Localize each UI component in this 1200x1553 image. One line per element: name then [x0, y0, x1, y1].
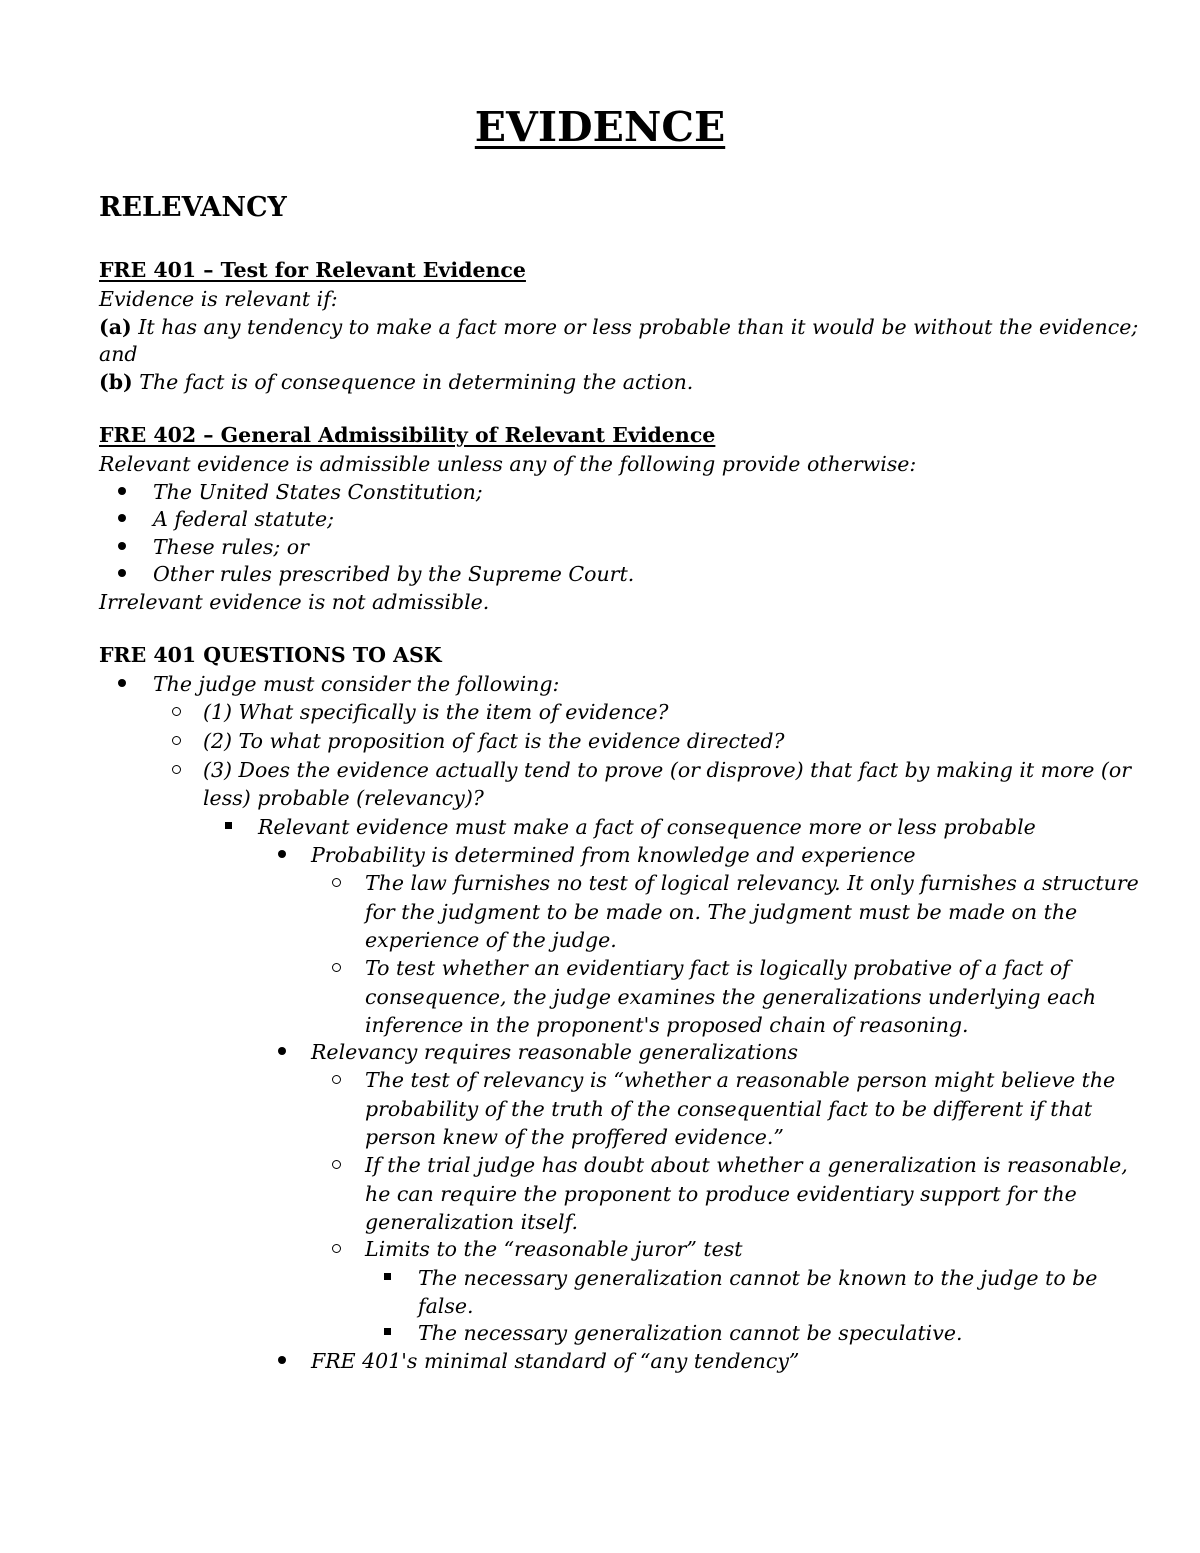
fre401-text-b: The fact is of consequence in determining the action.	[139, 370, 694, 394]
bullet-dot	[118, 569, 126, 577]
test-of-relevancy-cont-2: person knew of the proffered evidence.”	[365, 1125, 784, 1149]
law-furnishes-cont-1: for the judgment to be made on. The judgment must be made on the	[365, 900, 1078, 924]
bullet-circle	[172, 765, 181, 774]
bullet-circle	[332, 1244, 341, 1253]
bullet-circle	[172, 707, 181, 716]
limits-heading: Limits to the “reasonable juror” test	[365, 1237, 743, 1261]
judge-consider: The judge must consider the following:	[153, 672, 560, 696]
fre402-item-4: Other rules prescribed by the Supreme Court.	[153, 562, 635, 586]
fre402-intro: Relevant evidence is admissible unless any of the following provide otherwise:	[99, 452, 917, 476]
limit-2: The necessary generalization cannot be speculative.	[418, 1321, 963, 1345]
fre402-item-3: These rules; or	[153, 535, 309, 559]
bullet-circle	[332, 963, 341, 972]
to-test: To test whether an evidentiary fact is logically probative of a fact of	[365, 956, 1070, 980]
trial-judge-doubt-cont-1: he can require the proponent to produce evidentiary support for the	[365, 1182, 1077, 1206]
fre401-text-a: It has any tendency to make a fact more or less probable than it would be without the evidence;	[138, 315, 1139, 339]
bullet-circle	[172, 736, 181, 745]
fre401-item-a	[99, 313, 1138, 341]
relevancy-requires: Relevancy requires reasonable generalizations	[311, 1040, 798, 1064]
test-of-relevancy-cont-1: probability of the truth of the consequential fact to be different if that	[365, 1097, 1093, 1121]
question-3-cont: less) probable (relevancy)?	[203, 786, 484, 810]
fre401-label-b: (b)	[99, 370, 133, 394]
bullet-circle	[332, 1160, 341, 1169]
probability-item: Probability is determined from knowledge and experience	[311, 843, 916, 867]
limit-1: The necessary generalization cannot be known to the judge to be	[418, 1266, 1098, 1290]
bullet-dot	[278, 1047, 286, 1055]
question-2: (2) To what proposition of fact is the evidence directed?	[203, 729, 785, 753]
document-title: EVIDENCE	[474, 103, 726, 151]
fre402-closing: Irrelevant evidence is not admissible.	[99, 590, 490, 614]
fre402-item-2: A federal statute;	[153, 507, 335, 531]
relevant-must: Relevant evidence must make a fact of consequence more or less probable	[258, 815, 1036, 839]
trial-judge-doubt-cont-2: generalization itself.	[365, 1210, 578, 1234]
bullet-circle	[332, 878, 341, 887]
bullet-dot	[278, 850, 286, 858]
bullet-square	[225, 822, 232, 829]
fre402-heading: FRE 402 – General Admissibility of Relevant Evidence	[99, 423, 716, 447]
minimal-standard: FRE 401's minimal standard of “any tendency”	[311, 1349, 800, 1373]
question-1: (1) What specifically is the item of evidence?	[203, 700, 669, 724]
fre401-item-b	[99, 368, 693, 396]
bullet-dot	[278, 1356, 286, 1364]
questions-heading: FRE 401 QUESTIONS TO ASK	[99, 643, 442, 667]
limit-1-cont: false.	[418, 1294, 474, 1318]
bullet-square	[384, 1328, 391, 1335]
law-furnishes-cont-2: experience of the judge.	[365, 928, 617, 952]
bullet-dot	[118, 679, 126, 687]
fre401-intro: Evidence is relevant if:	[99, 287, 338, 311]
law-furnishes: The law furnishes no test of logical relevancy. It only furnishes a structure	[365, 871, 1139, 895]
fre401-heading: FRE 401 – Test for Relevant Evidence	[99, 258, 526, 282]
bullet-dot	[118, 542, 126, 550]
fre402-item-1: The United States Constitution;	[153, 480, 483, 504]
bullet-circle	[332, 1075, 341, 1084]
to-test-cont-2: inference in the proponent's proposed chain of reasoning.	[365, 1013, 969, 1037]
question-3: (3) Does the evidence actually tend to prove (or disprove) that fact by making it more (or	[203, 758, 1132, 782]
to-test-cont-1: consequence, the judge examines the generalizations underlying each	[365, 985, 1097, 1009]
section-heading: RELEVANCY	[99, 192, 287, 223]
fre401-label-a: (a)	[99, 315, 132, 339]
test-of-relevancy: The test of relevancy is “whether a reasonable person might believe the	[365, 1068, 1116, 1092]
trial-judge-doubt: If the trial judge has doubt about whether a generalization is reasonable,	[365, 1153, 1128, 1177]
bullet-dot	[118, 514, 126, 522]
bullet-square	[384, 1273, 391, 1280]
bullet-dot	[118, 487, 126, 495]
fre401-text-a-cont: and	[99, 342, 138, 366]
